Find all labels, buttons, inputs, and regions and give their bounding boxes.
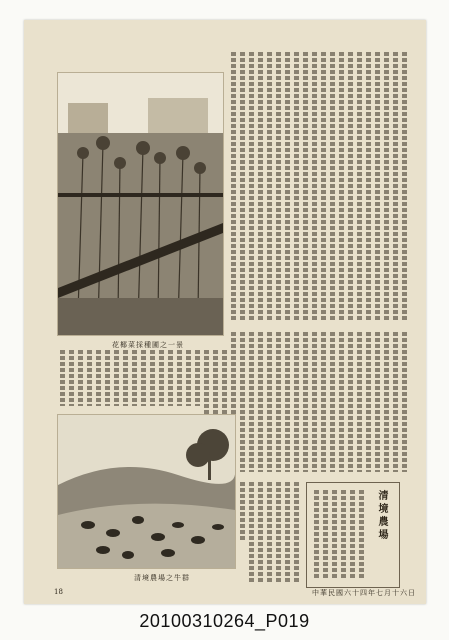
- cattle-herd-photo: [57, 414, 236, 569]
- text-column: [321, 52, 326, 322]
- text-column: [141, 350, 146, 406]
- text-column: [375, 52, 380, 322]
- issue-date: 中華民國六十四年七月十六日: [312, 589, 416, 597]
- text-column: [267, 52, 272, 322]
- text-column: [359, 490, 364, 580]
- text-column: [96, 350, 101, 406]
- text-column: [357, 52, 362, 322]
- text-column: [159, 350, 164, 406]
- text-column: [393, 332, 398, 472]
- text-column: [321, 332, 326, 472]
- text-column: [240, 332, 245, 472]
- text-column: [258, 482, 263, 582]
- cauliflower-seed-field-photo: [57, 72, 224, 336]
- box-title: 清境農場: [376, 490, 387, 542]
- text-column: [303, 332, 308, 472]
- text-column: [132, 350, 137, 406]
- text-column: [249, 52, 254, 322]
- text-column: [384, 332, 389, 472]
- archive-id-label: 20100310264_P019: [139, 611, 310, 631]
- text-column: [348, 332, 353, 472]
- text-column: [276, 52, 281, 322]
- text-column: [330, 52, 335, 322]
- text-column: [105, 350, 110, 406]
- text-column: [312, 332, 317, 472]
- text-column: [366, 332, 371, 472]
- text-column: [240, 52, 245, 322]
- text-column: [267, 482, 272, 582]
- text-column: [78, 350, 83, 406]
- page-number: 18: [54, 588, 63, 596]
- magazine-page: [24, 20, 426, 604]
- text-column: [285, 482, 290, 582]
- text-column: [294, 482, 299, 582]
- text-column: [258, 332, 263, 472]
- text-column: [60, 350, 65, 406]
- text-column: [231, 52, 236, 322]
- text-column: [357, 332, 362, 472]
- text-column: [366, 52, 371, 322]
- text-column: [393, 52, 398, 322]
- text-column: [323, 490, 328, 580]
- text-column: [341, 490, 346, 580]
- text-column: [123, 350, 128, 406]
- text-column: [240, 482, 245, 542]
- text-column: [285, 332, 290, 472]
- text-column: [294, 332, 299, 472]
- text-column: [186, 350, 191, 406]
- text-column: [339, 332, 344, 472]
- text-column: [285, 52, 290, 322]
- bottom-photo-caption: 清境農場之牛群: [134, 574, 190, 582]
- text-column: [330, 332, 335, 472]
- text-column: [402, 332, 407, 472]
- text-column: [150, 350, 155, 406]
- text-column: [402, 52, 407, 322]
- text-column: [195, 350, 200, 406]
- text-column: [332, 490, 337, 580]
- text-column: [350, 490, 355, 580]
- text-column: [384, 52, 389, 322]
- text-column: [339, 52, 344, 322]
- text-column: [249, 482, 254, 582]
- text-column: [177, 350, 182, 406]
- text-column: [276, 332, 281, 472]
- text-column: [258, 52, 263, 322]
- text-column: [249, 332, 254, 472]
- text-column: [114, 350, 119, 406]
- text-column: [294, 52, 299, 322]
- text-column: [348, 52, 353, 322]
- text-column: [375, 332, 380, 472]
- text-column: [276, 482, 281, 582]
- text-column: [168, 350, 173, 406]
- text-column: [314, 490, 319, 580]
- top-photo-caption: 花椰菜採種圃之一景: [112, 341, 184, 349]
- text-column: [267, 332, 272, 472]
- text-column: [303, 52, 308, 322]
- text-column: [69, 350, 74, 406]
- text-column: [312, 52, 317, 322]
- text-column: [87, 350, 92, 406]
